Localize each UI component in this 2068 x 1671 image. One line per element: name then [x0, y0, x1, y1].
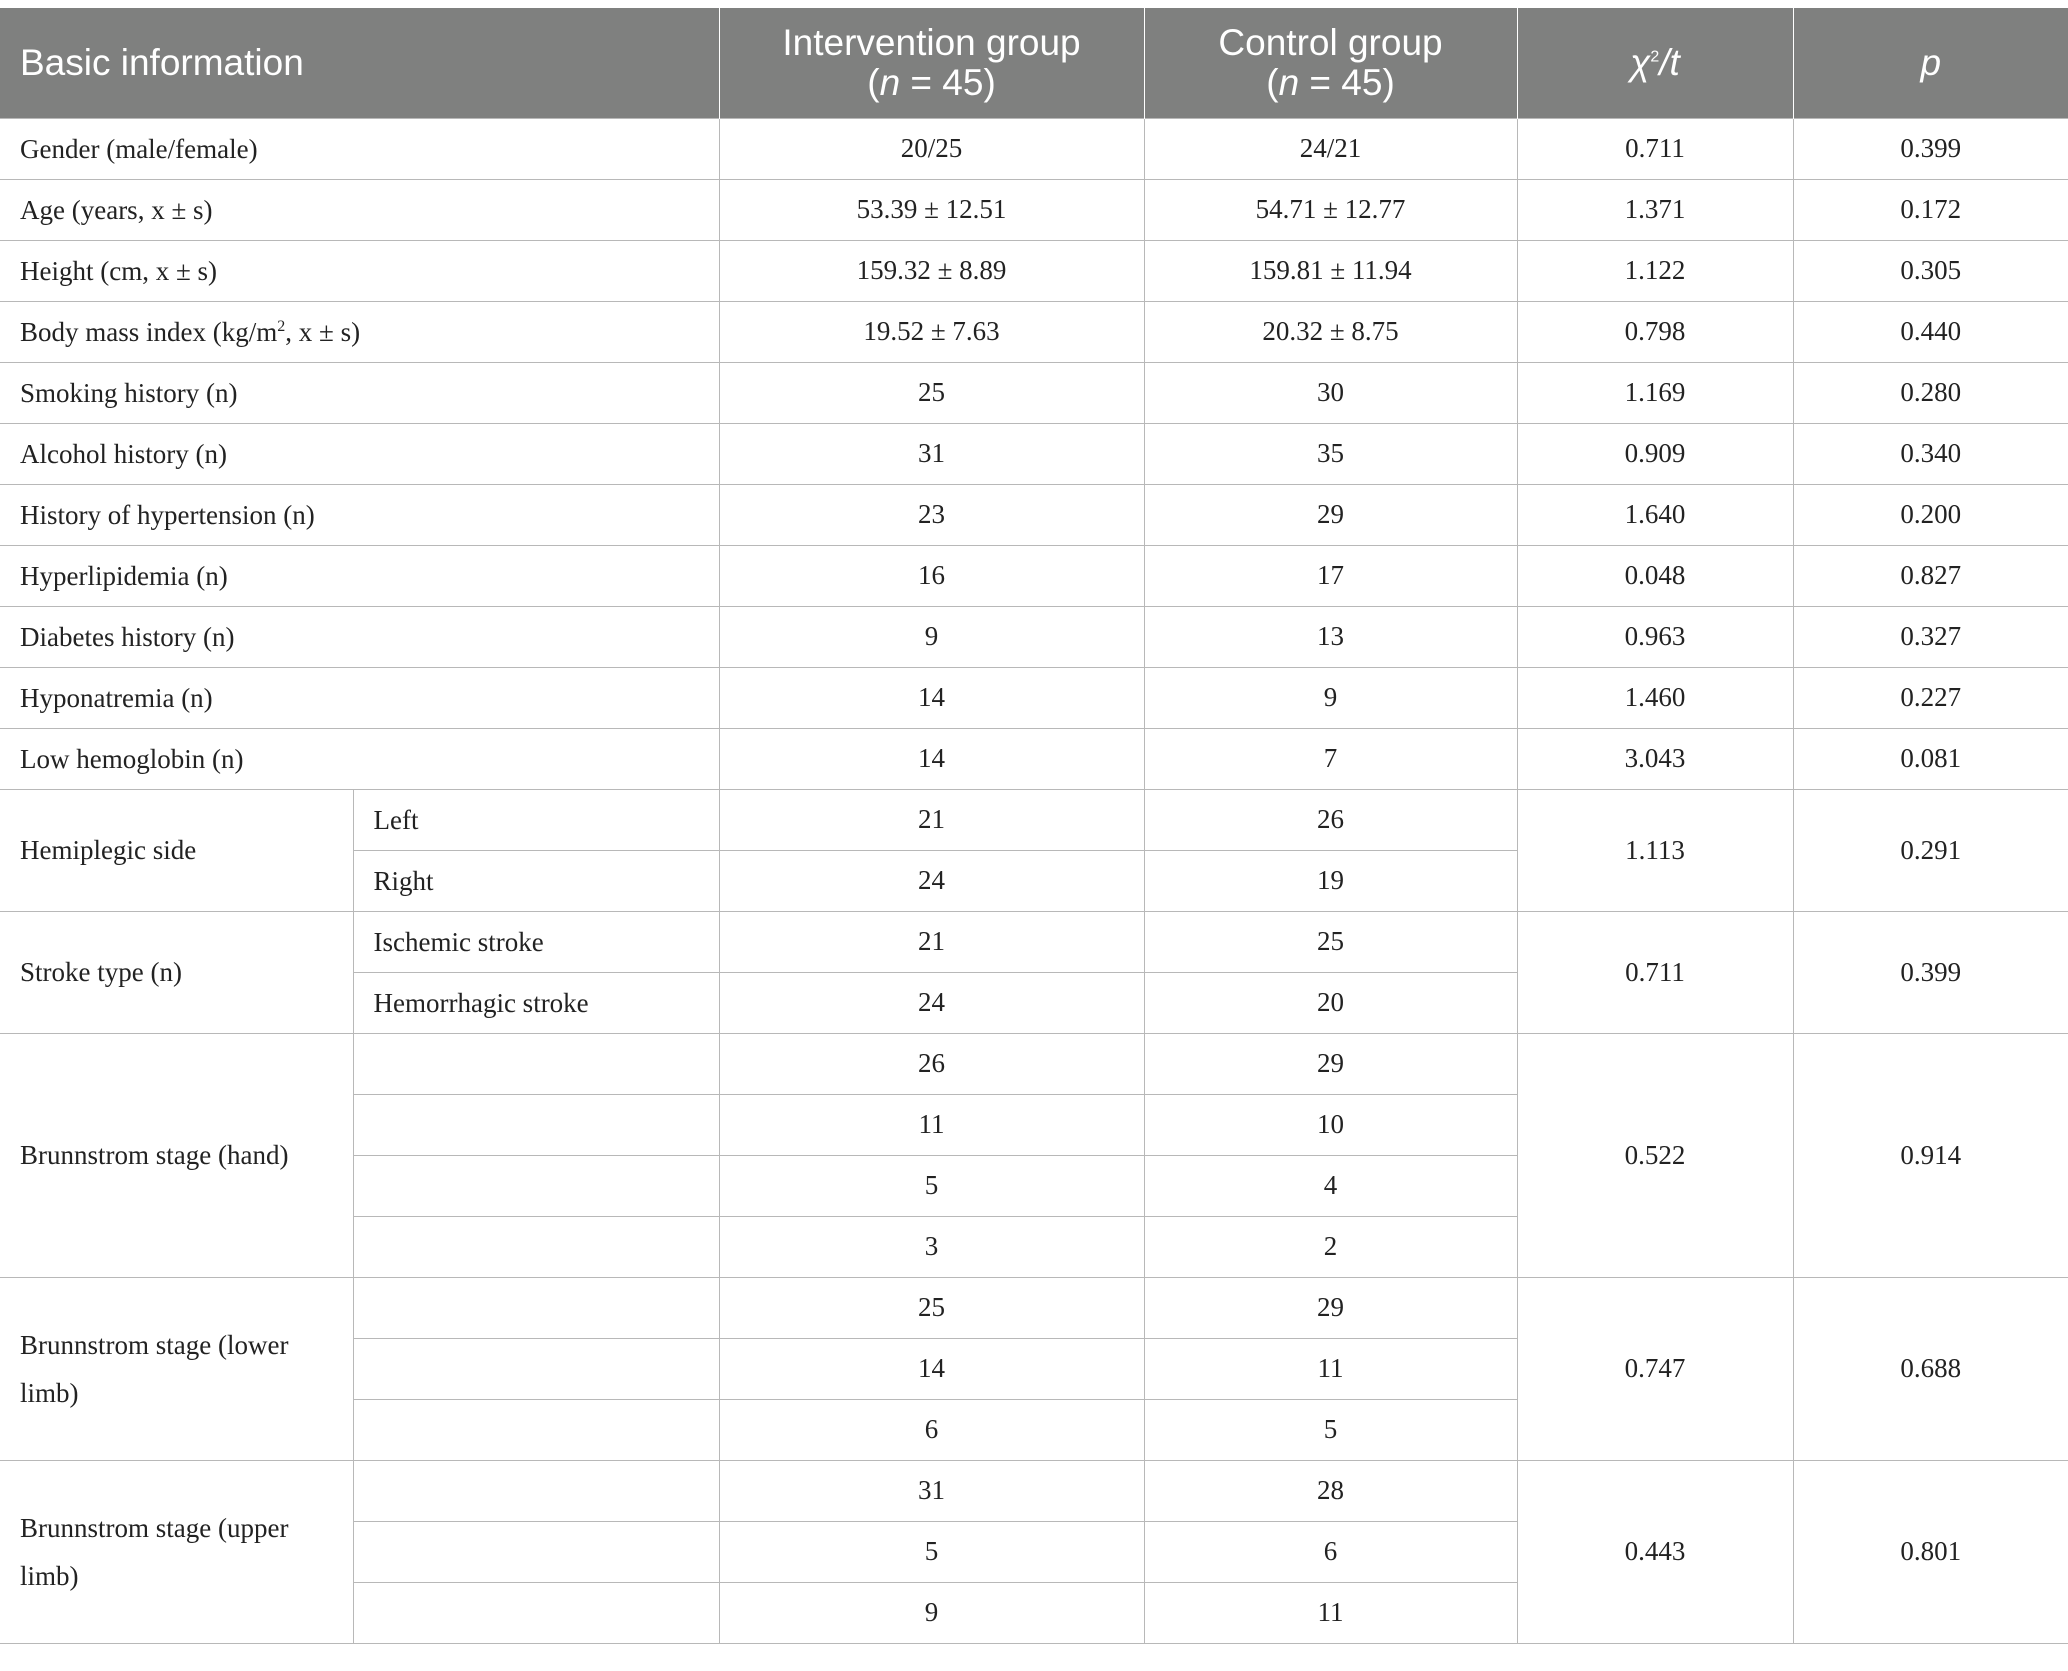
- table-row: [0, 728, 2068, 789]
- table-row: [0, 301, 2068, 362]
- table-header-row: [0, 8, 2068, 118]
- intervention-value: 26: [719, 1033, 1144, 1094]
- table-row: [0, 606, 2068, 667]
- statistic-value: 0.909: [1517, 423, 1793, 484]
- header-statistic: $\chi^2/t$: [1517, 8, 1793, 118]
- p-value: 0.688: [1793, 1277, 2068, 1460]
- control-value: 9: [1144, 667, 1517, 728]
- intervention-value: 53.39 ± 12.51: [719, 179, 1144, 240]
- control-value: 54.71 ± 12.77: [1144, 179, 1517, 240]
- table-body: [0, 118, 2068, 1643]
- intervention-value: 24: [719, 972, 1144, 1033]
- subgroup-label: Hemorrhagic stroke: [353, 972, 719, 1033]
- intervention-value: 31: [719, 1460, 1144, 1521]
- subgroup-label: [353, 1094, 719, 1155]
- intervention-value: 25: [719, 1277, 1144, 1338]
- control-value: 24/21: [1144, 118, 1517, 179]
- statistic-value: 1.169: [1517, 362, 1793, 423]
- subgroup-label: Left: [353, 789, 719, 850]
- table-row: [0, 1460, 2068, 1521]
- statistic-value: 0.711: [1517, 118, 1793, 179]
- intervention-value: 159.32 ± 8.89: [719, 240, 1144, 301]
- intervention-value: 11: [719, 1094, 1144, 1155]
- control-value: 28: [1144, 1460, 1517, 1521]
- subgroup-label: [353, 1277, 719, 1338]
- row-label: Low hemoglobin (n): [0, 728, 719, 789]
- group-label: Brunnstrom stage (hand): [0, 1033, 353, 1277]
- statistic-value: 1.113: [1517, 789, 1793, 911]
- p-value: 0.801: [1793, 1460, 2068, 1643]
- statistic-value: 0.522: [1517, 1033, 1793, 1277]
- p-value: 0.280: [1793, 362, 2068, 423]
- table-row: [0, 484, 2068, 545]
- subgroup-label: [353, 1399, 719, 1460]
- control-value: 7: [1144, 728, 1517, 789]
- row-label: Alcohol history (n): [0, 423, 719, 484]
- table-row: [0, 423, 2068, 484]
- subgroup-label: [353, 1338, 719, 1399]
- p-value: 0.827: [1793, 545, 2068, 606]
- control-value: 35: [1144, 423, 1517, 484]
- subgroup-label: [353, 1155, 719, 1216]
- group-label: Hemiplegic side: [0, 789, 353, 911]
- intervention-value: 23: [719, 484, 1144, 545]
- control-value: 13: [1144, 606, 1517, 667]
- row-label: Hyperlipidemia (n): [0, 545, 719, 606]
- header-basic-information: Basic information: [0, 8, 719, 118]
- p-value: 0.172: [1793, 179, 2068, 240]
- p-value: 0.200: [1793, 484, 2068, 545]
- control-value: 5: [1144, 1399, 1517, 1460]
- intervention-value: 14: [719, 728, 1144, 789]
- statistic-value: 1.460: [1517, 667, 1793, 728]
- intervention-value: 16: [719, 545, 1144, 606]
- header-p-value: p: [1793, 8, 2068, 118]
- header-intervention-group: Intervention group (n = 45): [719, 8, 1144, 118]
- subgroup-label: Right: [353, 850, 719, 911]
- control-value: 11: [1144, 1338, 1517, 1399]
- table-row: [0, 667, 2068, 728]
- statistic-value: 0.747: [1517, 1277, 1793, 1460]
- row-label: Gender (male/female): [0, 118, 719, 179]
- table-row: [0, 179, 2068, 240]
- intervention-value: 19.52 ± 7.63: [719, 301, 1144, 362]
- intervention-value: 14: [719, 1338, 1144, 1399]
- control-value: 159.81 ± 11.94: [1144, 240, 1517, 301]
- baseline-characteristics-table: [0, 8, 2068, 1644]
- subgroup-label: [353, 1460, 719, 1521]
- row-label: Height (cm, x ± s): [0, 240, 719, 301]
- table-row: [0, 789, 2068, 850]
- control-value: 10: [1144, 1094, 1517, 1155]
- group-label: Stroke type (n): [0, 911, 353, 1033]
- intervention-value: 21: [719, 911, 1144, 972]
- intervention-value: 14: [719, 667, 1144, 728]
- intervention-value: 20/25: [719, 118, 1144, 179]
- p-value: 0.081: [1793, 728, 2068, 789]
- p-value: 0.291: [1793, 789, 2068, 911]
- statistic-value: 0.711: [1517, 911, 1793, 1033]
- intervention-value: 21: [719, 789, 1144, 850]
- control-value: 17: [1144, 545, 1517, 606]
- control-value: 20: [1144, 972, 1517, 1033]
- p-value: 0.399: [1793, 911, 2068, 1033]
- row-label: Age (years, x ± s): [0, 179, 719, 240]
- intervention-value: 5: [719, 1155, 1144, 1216]
- statistic-value: 1.371: [1517, 179, 1793, 240]
- intervention-value: 9: [719, 1582, 1144, 1643]
- row-label: History of hypertension (n): [0, 484, 719, 545]
- intervention-value: 5: [719, 1521, 1144, 1582]
- group-label: Brunnstrom stage (lower limb): [0, 1277, 353, 1460]
- table-row: [0, 362, 2068, 423]
- control-value: 25: [1144, 911, 1517, 972]
- header-control-group: Control group (n = 45): [1144, 8, 1517, 118]
- control-value: 29: [1144, 484, 1517, 545]
- p-value: 0.914: [1793, 1033, 2068, 1277]
- p-value: 0.340: [1793, 423, 2068, 484]
- control-value: 19: [1144, 850, 1517, 911]
- statistic-value: 3.043: [1517, 728, 1793, 789]
- intervention-value: 25: [719, 362, 1144, 423]
- control-value: 26: [1144, 789, 1517, 850]
- table-row: [0, 545, 2068, 606]
- control-value: 11: [1144, 1582, 1517, 1643]
- intervention-value: 9: [719, 606, 1144, 667]
- control-value: 29: [1144, 1277, 1517, 1338]
- row-label: Smoking history (n): [0, 362, 719, 423]
- statistic-value: 1.640: [1517, 484, 1793, 545]
- intervention-value: 3: [719, 1216, 1144, 1277]
- p-value: 0.227: [1793, 667, 2068, 728]
- control-value: 20.32 ± 8.75: [1144, 301, 1517, 362]
- row-label: Hyponatremia (n): [0, 667, 719, 728]
- subgroup-label: Ischemic stroke: [353, 911, 719, 972]
- statistic-value: 0.963: [1517, 606, 1793, 667]
- table-row: [0, 1033, 2068, 1094]
- control-value: 2: [1144, 1216, 1517, 1277]
- statistic-value: 0.048: [1517, 545, 1793, 606]
- intervention-value: 24: [719, 850, 1144, 911]
- p-value: 0.399: [1793, 118, 2068, 179]
- intervention-value: 31: [719, 423, 1144, 484]
- control-group-name: Control group: [1218, 21, 1443, 63]
- statistic-value: 0.798: [1517, 301, 1793, 362]
- table-row: [0, 1277, 2068, 1338]
- table-row: [0, 118, 2068, 179]
- intervention-group-name: Intervention group: [782, 21, 1081, 63]
- control-value: 6: [1144, 1521, 1517, 1582]
- control-value: 29: [1144, 1033, 1517, 1094]
- p-value: 0.305: [1793, 240, 2068, 301]
- control-value: 4: [1144, 1155, 1517, 1216]
- control-value: 30: [1144, 362, 1517, 423]
- subgroup-label: [353, 1216, 719, 1277]
- intervention-value: 6: [719, 1399, 1144, 1460]
- table-row: [0, 240, 2068, 301]
- row-label: Diabetes history (n): [0, 606, 719, 667]
- subgroup-label: [353, 1521, 719, 1582]
- p-value: 0.327: [1793, 606, 2068, 667]
- p-value: 0.440: [1793, 301, 2068, 362]
- statistic-value: 1.122: [1517, 240, 1793, 301]
- subgroup-label: [353, 1033, 719, 1094]
- statistic-value: 0.443: [1517, 1460, 1793, 1643]
- group-label: Brunnstrom stage (upper limb): [0, 1460, 353, 1643]
- subgroup-label: [353, 1582, 719, 1643]
- table-row: [0, 911, 2068, 972]
- row-label: Body mass index ($kg/m^2$, x ± s): [0, 301, 719, 362]
